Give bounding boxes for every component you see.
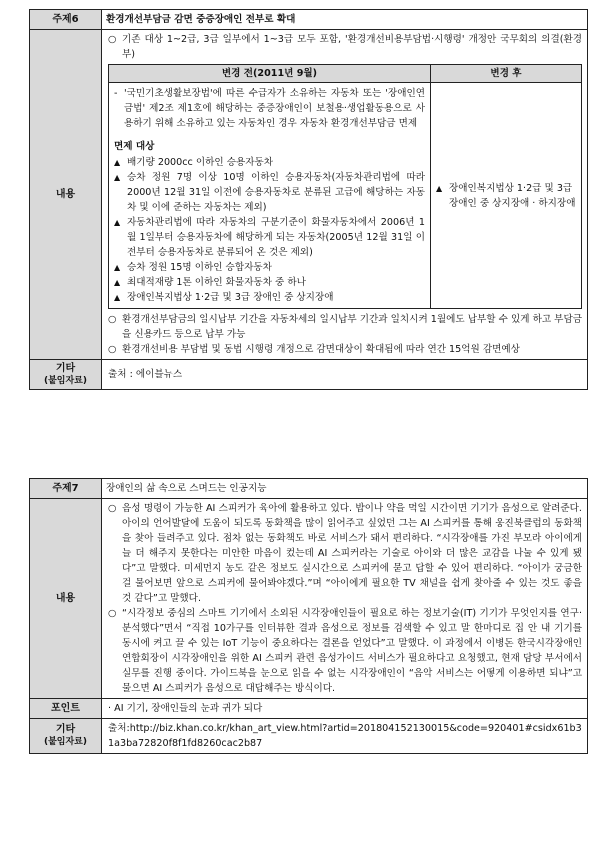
- exempt-title: 면제 대상: [114, 141, 155, 152]
- topic7-title: 장애인의 삶 속으로 스며드는 인공지능: [102, 479, 588, 499]
- triangle-bullet-icon: ▲: [114, 158, 121, 167]
- change-after-cell: [431, 83, 582, 309]
- triangle-bullet-icon: ▲: [114, 173, 121, 182]
- before-intro: [114, 86, 425, 131]
- exempt-item: ▲ 자동차관리법에 따라 자동차의 구분기준이 화물자동차에서 2006년 1월 1일부터 승용자동차에 해당하게 되는 자동차(2005년 12월 31일 이전부터 승용자동차로 분류되어 온 것은 제외): [114, 217, 425, 258]
- triangle-bullet-icon: ▲: [114, 278, 121, 287]
- dash-marker: -: [114, 88, 118, 99]
- change-before-header: 변경 전(2011년 9월): [109, 65, 431, 83]
- topic6-bullet-1: [108, 32, 582, 62]
- topic7-content: [102, 499, 588, 699]
- exempt-item: ▲ 최대적재량 1톤 이하인 화물자동차 중 하나: [114, 277, 306, 288]
- topic7-para-1: [108, 501, 582, 606]
- topic7-point-label: 포인트: [30, 699, 102, 719]
- topic6-title: 환경개선부담금 감면 중증장애인 전부로 확대: [102, 10, 588, 30]
- topic7-para-2: [108, 606, 582, 696]
- topic6-source: 출처 : 에이블뉴스: [102, 360, 588, 390]
- topic6-label: 주제6: [30, 10, 102, 30]
- before-intro-text: '국민기초생활보장법'에 따른 수급자가 소유하는 자동차 또는 '장애인연금법' 제2조 제1호에 해당하는 중증장애인이 보철용·생업활동용으로 사용하기 위해 소유하고 있는 자동차인 경우 자동차 환경개선부담금 면제: [124, 88, 425, 129]
- topic6-bullet-2: [108, 312, 582, 342]
- circle-bullet-icon: ○: [108, 34, 117, 45]
- topic7-para-2-text: “시각정보 중심의 스마트 기기에서 소외된 시각장애인들이 필요로 하는 정보기술(IT) 기기가 무엇인지를 연구·분석했다”면서 “직접 10가구를 인터뷰한 결과 음성으로 정보를 검색할 수 있고 말 한마디로 집 안 내 기기를 동시에 켜고 끌 수 있는 IoT 기능이 중요하다는 결론을 얻었다”고 말했다. 이 과정에서 이병돈 한국시각장애인연합회장이 시각장애인을 위한 AI 스피커 관련 음성가이드 서비스가 필요하다고 요청했고, 현재 담당 부서에서 실무를 진행 중이다. 가이드북을 눈으로 읽을 수 없는 시각장애인이 “음악 서비스는 어떻게 이용하면 되냐”고 물으면 AI 스피커가 음성으로 대답해주는 방식이다.: [122, 608, 582, 694]
- topic7-point-text: AI 기기, 장애인들의 눈과 귀가 되다: [114, 703, 263, 714]
- circle-bullet-icon: ○: [108, 503, 117, 514]
- topic6-bullet-1-text: 기존 대상 1~2급, 3급 일부에서 1~3급 모두 포함, '환경개선비용부담법·시행령' 개정안 국무회의 의결(환경부): [122, 34, 582, 60]
- circle-bullet-icon: ○: [108, 314, 117, 325]
- triangle-bullet-icon: ▲: [436, 183, 443, 193]
- exempt-item: ▲ 배기량 2000cc 이하인 승용자동차: [114, 157, 274, 168]
- topic7-source: 출처:http://biz.khan.co.kr/khan_art_view.html?artid=201804152130015&code=920401#csidx61b31a3ba72820f8f1fd8260cac2b87: [102, 719, 588, 754]
- topic6-bullet-3: [108, 342, 582, 357]
- topic7-label: 주제7: [30, 479, 102, 499]
- exempt-item: ▲ 승차 정원 15명 이하인 승합자동차: [114, 262, 272, 273]
- triangle-bullet-icon: ▲: [114, 293, 121, 302]
- circle-bullet-icon: ○: [108, 608, 117, 619]
- topic6-content-label: 내용: [30, 30, 102, 360]
- topic6-bullet-2-text: 환경개선부담금의 일시납부 기간을 자동차세의 일시납부 기간과 일치시켜 1월에도 납부할 수 있게 하고 부담금을 신용카드 등으로 납부 가능: [122, 314, 582, 340]
- triangle-bullet-icon: ▲: [114, 218, 121, 227]
- topic7-content-label: 내용: [30, 499, 102, 699]
- topic6-table: [29, 9, 588, 390]
- topic7-table: [29, 478, 588, 754]
- topic6-etc-label: 기타 (붙임자료): [30, 360, 102, 390]
- after-item-text: 장애인복지법상 1·2급 및 3급 장애인 중 상지장애 · 하지장애: [449, 182, 576, 209]
- after-item: [436, 181, 576, 211]
- change-before-cell: [109, 83, 431, 309]
- exempt-item: ▲ 승차 정원 7명 이상 10명 이하인 승용자동차(자동차관리법에 따라 2000년 12월 31일 이전에 승용자동차로 분류된 고급에 해당하는 자동차 및 이에 준하는 자동차는 제외): [114, 172, 425, 213]
- topic7-etc-label: 기타 (붙임자료): [30, 719, 102, 754]
- topic6-bullet-3-text: 환경개선비용 부담법 및 동법 시행령 개정으로 감면대상이 확대됨에 따라 연간 15억원 감면예상: [122, 344, 520, 355]
- circle-bullet-icon: ○: [108, 344, 117, 355]
- dot-marker: ·: [108, 703, 112, 714]
- change-after-header: 변경 후: [431, 65, 582, 83]
- topic6-content: [102, 30, 588, 360]
- topic7-para-1-text: 음성 명령이 가능한 AI 스피커가 육아에 활용하고 있다. 밥이나 약을 먹일 시간이면 기기가 음성으로 알려준다. 아이의 언어발달에 도움이 되도록 동화책을 많이 읽어주고 싶었던 그는 AI 스피커를 통해 웅진북클럽의 동화책을 찾아 들려주고 있다. 점차 없는 동화책도 바로 서비스가 돼서 편리하다. “시각장애를 가진 부모라 아이에게 늘 더 해주지 못한다는 미안한 마음이 컸는데 AI 스피커라는 기술로 아이와 더 많은 교감을 나눌 수 있게 됐다”고 말했다. 미세먼지 농도 같은 정보도 실시간으로 스피커에 묻고 답할 수 있어 편리하다. “아이가 궁금한 걸 물어보면 앞으로 스피커에 물어봐야겠다.”며 “아이에게 필요한 TV 채널을 쉽게 찾아줄 수 있는 것도 좋을 것 같다”고 말했다.: [122, 503, 582, 604]
- exempt-item: ▲ 장애인복지법상 1·2급 및 3급 장애인 중 상지장애: [114, 292, 334, 303]
- change-table: [108, 64, 582, 309]
- topic7-point: [102, 699, 588, 719]
- triangle-bullet-icon: ▲: [114, 263, 121, 272]
